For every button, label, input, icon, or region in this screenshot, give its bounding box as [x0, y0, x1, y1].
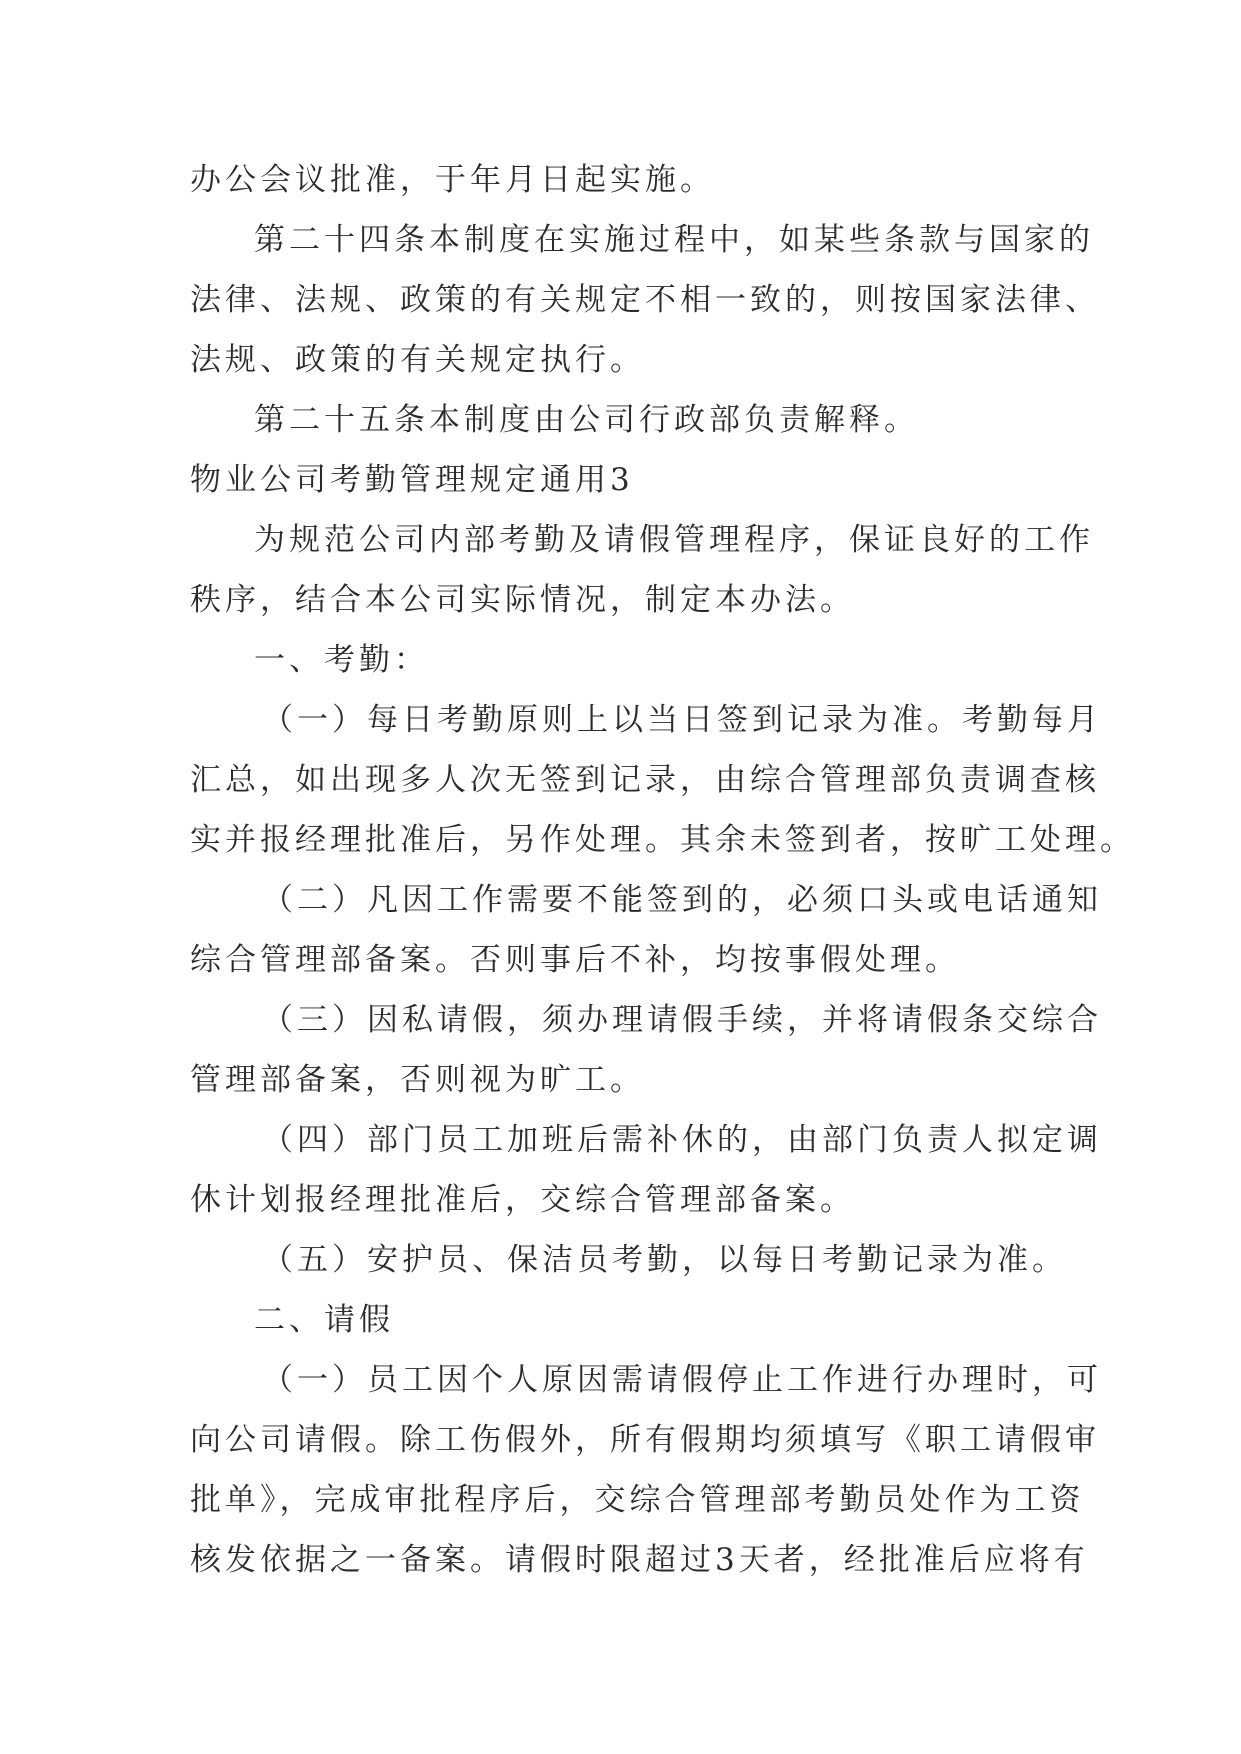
text-line: （一）员工因个人原因需请假停止工作进行办理时，可	[262, 1362, 1102, 1398]
text-line: 为规范公司内部考勤及请假管理程序，保证良好的工作	[254, 522, 1094, 558]
text-line: （二）凡因工作需要不能签到的，必须口头或电话通知	[262, 882, 1102, 918]
text-line: 向公司请假。除工伤假外，所有假期均须填写《职工请假审	[190, 1422, 1100, 1458]
text-line: （三）因私请假，须办理请假手续，并将请假条交综合	[262, 1002, 1102, 1038]
text-line: 实并报经理批准后，另作处理。其余未签到者，按旷工处理。	[190, 822, 1135, 858]
text-line: 秩序，结合本公司实际情况，制定本办法。	[190, 582, 855, 618]
text-line: （四）部门员工加班后需补休的，由部门负责人拟定调	[262, 1122, 1102, 1158]
text-line: 法规、政策的有关规定执行。	[190, 342, 645, 378]
section-heading: 物业公司考勤管理规定通用3	[190, 462, 634, 498]
text-line: 核发依据之一备案。请假时限超过3天者，经批准后应将有	[190, 1542, 1089, 1578]
text-line: 批单》，完成审批程序后，交综合管理部考勤员处作为工资	[190, 1482, 1085, 1518]
subsection-heading: 一、考勤：	[254, 642, 429, 678]
text-line: 综合管理部备案。否则事后不补，均按事假处理。	[190, 942, 960, 978]
text-line: 汇总，如出现多人次无签到记录，由综合管理部负责调查核	[190, 762, 1100, 798]
text-line: 第二十四条本制度在实施过程中，如某些条款与国家的	[254, 222, 1094, 258]
text-line: 法律、法规、政策的有关规定不相一致的，则按国家法律、	[190, 282, 1100, 318]
text-line: （五）安护员、保洁员考勤，以每日考勤记录为准。	[262, 1242, 1067, 1278]
text-line: 办公会议批准，于年月日起实施。	[190, 162, 715, 198]
text-line: 管理部备案，否则视为旷工。	[190, 1062, 645, 1098]
text-line: 第二十五条本制度由公司行政部负责解释。	[254, 402, 919, 438]
text-line: 休计划报经理批准后，交综合管理部备案。	[190, 1182, 855, 1218]
document-body	[190, 150, 1135, 1590]
subsection-heading: 二、请假	[254, 1302, 394, 1338]
text-line: （一）每日考勤原则上以当日签到记录为准。考勤每月	[262, 702, 1102, 738]
